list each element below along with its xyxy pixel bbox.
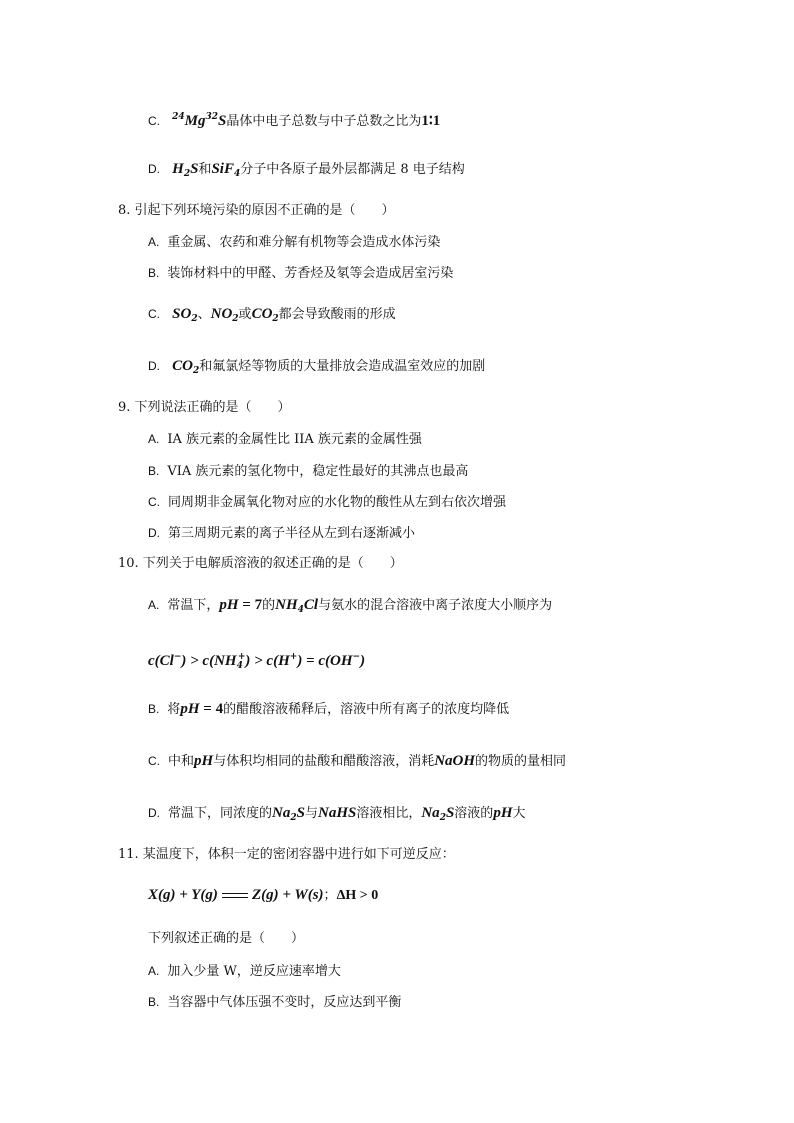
- q9-stem: 9. 下列说法正确的是（ ）: [118, 400, 291, 415]
- q11-option-b: B. 当容器中气体压强不变时，反应达到平衡: [148, 995, 402, 1010]
- q8-option-a: A. 重金属、农药和难分解有机物等会造成水体污染: [148, 235, 441, 250]
- q8-stem: 8. 引起下列环境污染的原因不正确的是（ ）: [118, 203, 395, 218]
- q10-option-d: D. 常温下，同浓度的$Na_2S$与NaHS溶液相比，$Na_2S$溶液的pH大: [148, 805, 526, 823]
- q9-option-a: A. IA 族元素的金属性比 IIA 族元素的金属性强: [148, 432, 422, 447]
- q10-stem: 10. 下列关于电解质溶液的叙述正确的是（ ）: [118, 556, 403, 571]
- q11-prompt: 下列叙述正确的是（ ）: [148, 931, 305, 946]
- q9-option-d: D. 第三周期元素的离子半径从左到右逐渐减小: [148, 526, 416, 541]
- q8-option-d: D. $CO_2$和氟氯烃等物质的大量排放会造成温室效应的加剧: [148, 358, 486, 376]
- q10-option-a: A. 常温下，pH = 7的$NH_4Cl$与氨水的混合溶液中离子浓度大小顺序为: [148, 597, 553, 615]
- q10-option-b: B. 将pH = 4的醋酸溶液稀释后，溶液中所有离子的浓度均降低: [148, 701, 510, 717]
- equilibrium-arrow-icon: [222, 891, 248, 901]
- q11-stem: 11. 某温度下，体积一定的密闭容器中进行如下可逆反应：: [118, 847, 455, 862]
- q8-option-c: C. $SO_2$、$NO_2$或$CO_2$都会导致酸雨的形成: [148, 306, 396, 324]
- q9-option-b: B. VIA 族元素的氢化物中，稳定性最好的其沸点也最高: [148, 464, 469, 479]
- q8-option-b: B. 装饰材料中的甲醛、芳香烃及氡等会造成居室污染: [148, 266, 454, 281]
- q10-option-c: C. 中和pH与体积均相同的盐酸和醋酸溶液，消耗NaOH的物质的量相同: [148, 753, 567, 769]
- q10-option-a-formula: $c(Cl^-) > c(NH_4^+) > c(H^+) = c(OH^-)$: [148, 652, 366, 671]
- q11-equation: X(g) + Y(g) Z(g) + W(s)；ΔH > 0: [148, 887, 379, 903]
- q7-option-d: D. $H_2S$和SiF$_4$分子中各原子最外层都满足 8 电子结构: [148, 161, 465, 179]
- q9-option-c: C. 同周期非金属氧化物对应的水化物的酸性从左到右依次增强: [148, 495, 507, 510]
- q11-option-a: A. 加入少量 W，逆反应速率增大: [148, 964, 341, 979]
- q7-option-c: C. $^{24}$Mg$^{32}$S晶体中电子总数与中子总数之比为1∶1: [148, 112, 441, 129]
